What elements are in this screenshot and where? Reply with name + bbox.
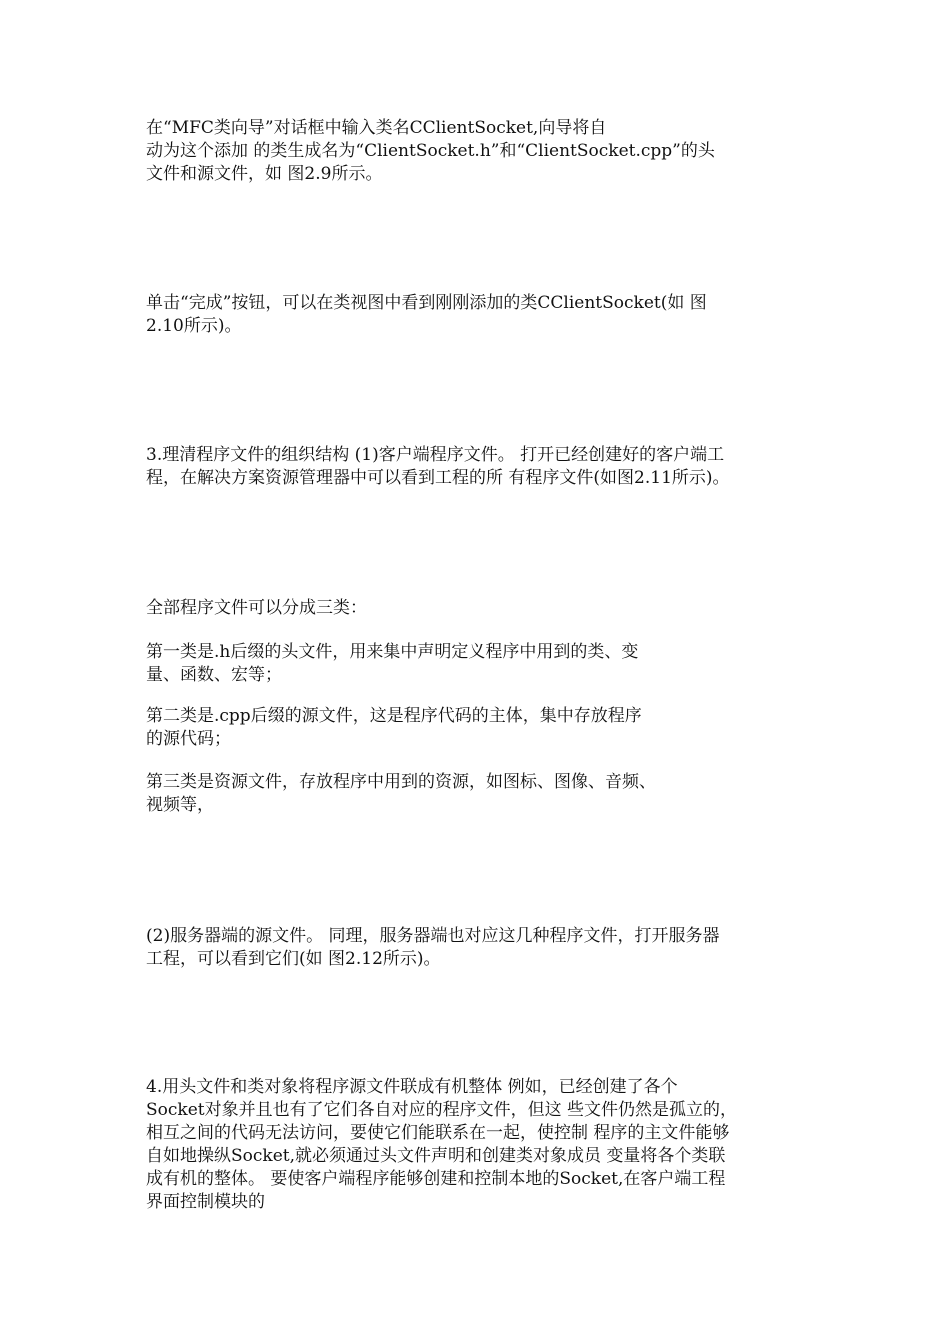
text-line: 在“MFC类向导”对话框中输入类名CClientSocket,向导将自 xyxy=(146,118,607,138)
text-line: 视频等， xyxy=(146,795,214,815)
text-line: 界面控制模块的 xyxy=(146,1192,265,1212)
paragraph-finish-button xyxy=(146,292,816,338)
paragraph-three-types xyxy=(146,597,816,620)
text-line: 自如地操纵Socket,就必须通过头文件声明和创建类对象成员 变量将各个类联 xyxy=(146,1146,726,1166)
text-line: 3.理清程序文件的组织结构 (1)客户端程序文件。 打开已经创建好的客户端工 xyxy=(146,445,725,465)
text-line: 全部程序文件可以分成三类： xyxy=(146,598,367,618)
text-line: 单击“完成”按钮，可以在类视图中看到刚刚添加的类CClientSocket(如 图 xyxy=(146,293,707,313)
text-line: 2.10所示)。 xyxy=(146,316,242,336)
paragraph-class-wizard xyxy=(146,117,816,186)
paragraph-header-and-objects xyxy=(146,1076,816,1214)
text-line: 相互之间的代码无法访问，要使它们能联系在一起，使控制 程序的主文件能够 xyxy=(146,1123,730,1143)
text-line: 第一类是.h后缀的头文件，用来集中声明定义程序中用到的类、变 xyxy=(146,642,639,662)
text-line: (2)服务器端的源文件。 同理，服务器端也对应这几种程序文件，打开服务器 xyxy=(146,926,720,946)
text-line: 文件和源文件，如 图2.9所示。 xyxy=(146,164,383,184)
text-line: 量、函数、宏等； xyxy=(146,665,282,685)
text-line: 4.用头文件和类对象将程序源文件联成有机整体 例如，已经创建了各个 xyxy=(146,1077,678,1097)
paragraph-resource-files xyxy=(146,771,816,817)
text-line: 程，在解决方案资源管理器中可以看到工程的所 有程序文件(如图2.11所示)。 xyxy=(146,468,730,488)
text-line: 的源代码； xyxy=(146,729,231,749)
paragraph-file-structure xyxy=(146,444,816,490)
text-line: Socket对象并且也有了它们各自对应的程序文件，但这 些文件仍然是孤立的， xyxy=(146,1100,737,1120)
text-line: 成有机的整体。 要使客户端程序能够创建和控制本地的Socket,在客户端工程 xyxy=(146,1169,726,1189)
text-line: 动为这个添加 的类生成名为“ClientSocket.h”和“ClientSocket.cpp”的头 xyxy=(146,141,715,161)
paragraph-server-files xyxy=(146,925,816,971)
text-line: 第三类是资源文件，存放程序中用到的资源，如图标、图像、音频、 xyxy=(146,772,656,792)
paragraph-header-files xyxy=(146,641,816,687)
text-line: 工程，可以看到它们(如 图2.12所示)。 xyxy=(146,949,441,969)
text-line: 第二类是.cpp后缀的源文件，这是程序代码的主体，集中存放程序 xyxy=(146,706,642,726)
paragraph-source-files xyxy=(146,705,816,751)
